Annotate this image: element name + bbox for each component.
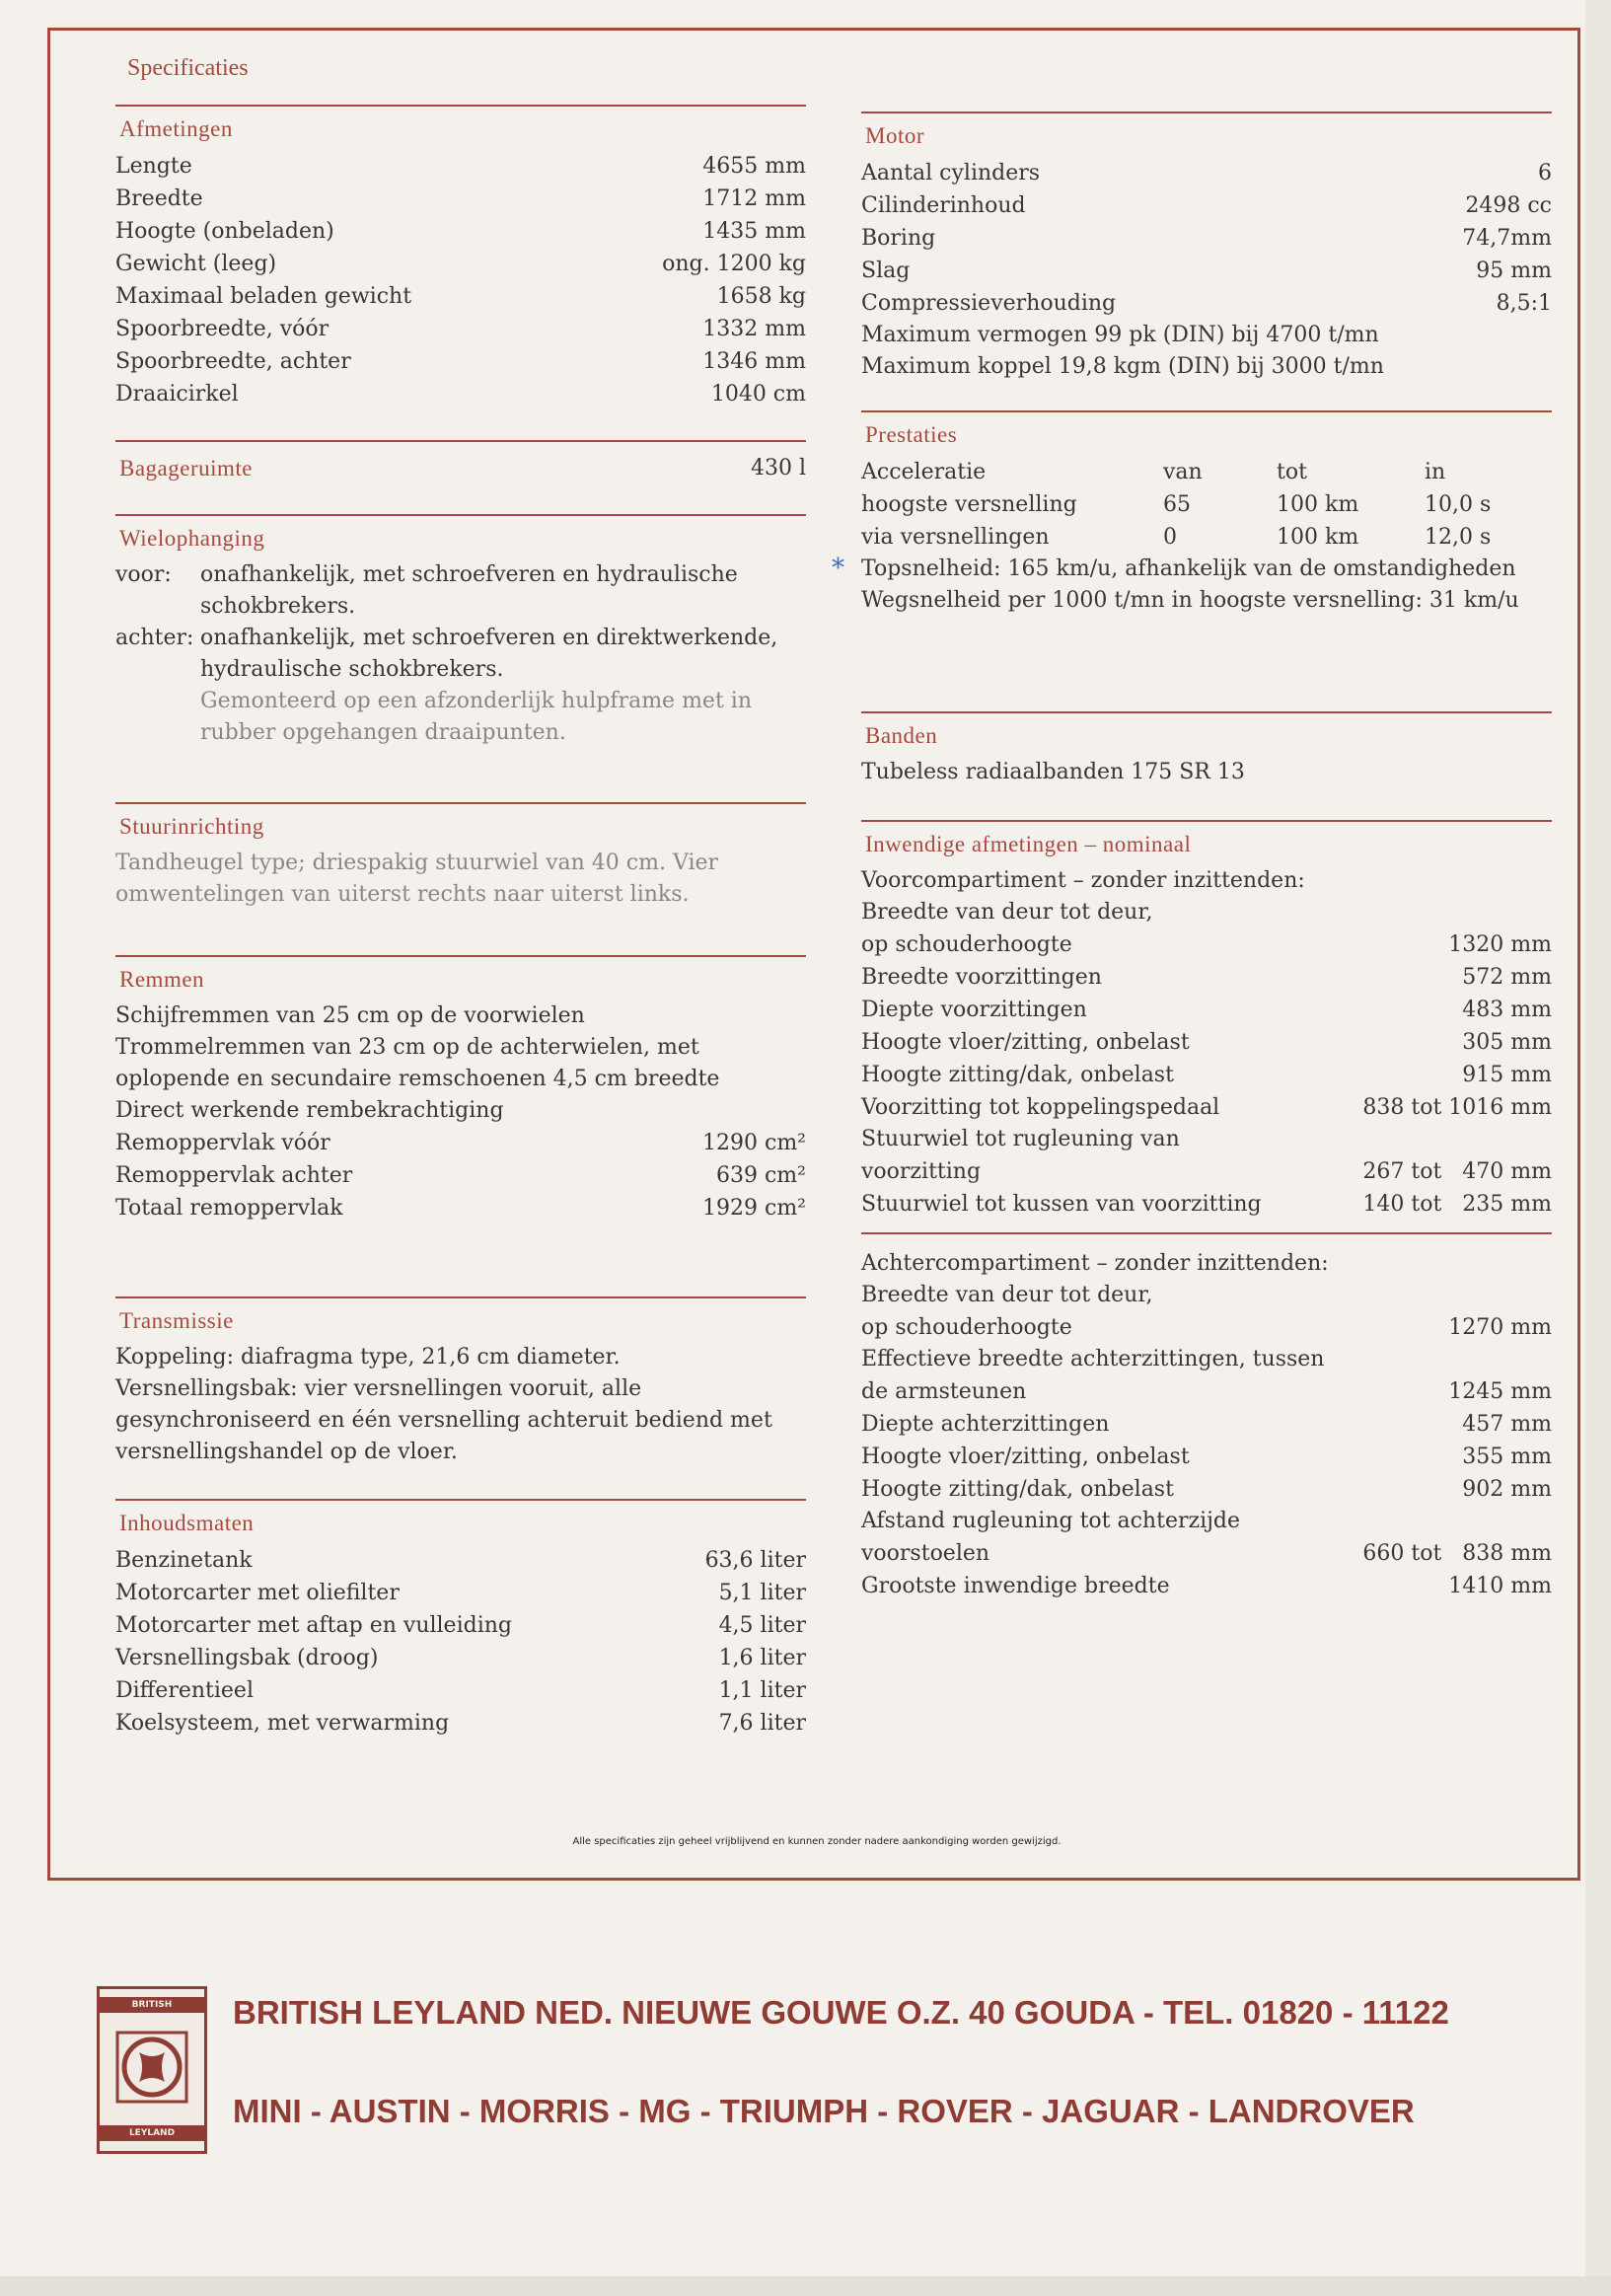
spec-row [861,189,1552,222]
section-banden [861,711,1552,788]
spec-row [115,1642,806,1674]
spec-value: 4655 mm [702,154,806,179]
spec-row [115,452,806,484]
section-bagageruimte [115,440,806,484]
spec-value: 4,5 liter [718,1613,806,1638]
divider [861,111,1552,113]
spec-row [861,1537,1552,1570]
spec-value: 74,7mm [1462,226,1552,251]
spec-row [115,1609,806,1642]
spec-label: voorstoelen [861,1541,990,1566]
spec-row [115,345,806,378]
spec-row [861,1026,1552,1059]
perf-cell: 0 [1163,525,1177,550]
section-title: Banden [865,723,938,748]
engine-power: Maximum vermogen 99 pk (DIN) bij 4700 t/mn [861,323,1379,347]
spec-label: op schouderhoogte [861,932,1072,957]
perf-row [861,521,1552,554]
spec-label: Totaal remoppervlak [115,1196,343,1221]
spec-value: 572 mm [1462,965,1552,990]
front-compartment-heading: Voorcompartiment – zonder inzittenden: [861,868,1305,893]
divider [115,1296,806,1298]
road-speed-text: Wegsnelheid per 1000 t/mn in hoogste versnelling: 31 km/u [861,588,1519,613]
spec-label: Differentieel [115,1678,254,1703]
perf-cell: via versnellingen [861,525,1050,550]
spec-row [861,1570,1552,1602]
spec-value: 639 cm² [716,1163,806,1188]
spec-frame [47,28,1580,1881]
spec-label: Remoppervlak achter [115,1163,353,1188]
interior-text: Stuurwiel tot rugleuning van [861,1127,1180,1151]
section-wielophanging [115,514,806,749]
spec-label: Cilinderinhoud [861,193,1026,218]
section-title: Wielophanging [119,526,265,551]
spec-label: op schouderhoogte [861,1315,1072,1340]
section-afmetingen [115,105,806,410]
section-title: Prestaties [865,422,958,447]
spec-value: 483 mm [1462,998,1552,1022]
dealer-address: BRITISH LEYLAND NED. NIEUWE GOUWE O.Z. 40 GOUDA - TEL. 01820 - 11122 [233,1994,1449,2031]
spec-value: 1410 mm [1448,1574,1552,1598]
spec-label: Compressieverhouding [861,291,1117,316]
spec-label: Gewicht (leeg) [115,252,277,276]
perf-cell: Acceleratie [861,460,987,484]
perf-row [861,488,1552,521]
section-title: Stuurinrichting [119,814,264,839]
spec-value: 1346 mm [702,349,806,374]
spec-label: Diepte voorzittingen [861,998,1087,1022]
interior-text: Breedte van deur tot deur, [861,900,1153,925]
spec-label: Benzinetank [115,1548,253,1573]
spec-label: Grootste inwendige breedte [861,1574,1170,1598]
section-inhoudsmaten [115,1499,806,1740]
spec-label: Spoorbreedte, achter [115,349,351,374]
spec-row [861,961,1552,994]
spec-label: Hoogte zitting/dak, onbelast [861,1477,1174,1502]
spec-label: Hoogte zitting/dak, onbelast [861,1063,1174,1087]
interior-text: Afstand rugleuning tot achterzijde [861,1509,1241,1533]
spec-label: Breedte [115,186,203,211]
spec-label: Hoogte vloer/zitting, onbelast [861,1030,1190,1055]
spec-value: 63,6 liter [704,1548,806,1573]
spec-row [115,183,806,215]
perf-cell: hoogste versnelling [861,492,1077,517]
spec-value: 1245 mm [1448,1379,1552,1404]
brakes-text: Trommelremmen van 23 cm op de achterwielen, met oplopende en secundaire remschoenen 4,5 cm breedte [115,1035,720,1091]
topspeed-text: Topsnelheid: 165 km/u, afhankelijk van de omstandigheden [861,556,1516,581]
spec-row [115,378,806,410]
spec-row [861,1375,1552,1408]
spec-row [115,215,806,248]
spec-value: 355 mm [1462,1444,1552,1469]
spec-value: 1,6 liter [718,1646,806,1670]
logo-text-bottom: LEYLAND [100,2125,204,2141]
topspeed-block [832,554,1552,585]
spec-value: 1290 cm² [702,1131,806,1155]
spec-row [861,1091,1552,1124]
spec-row [861,1059,1552,1091]
suspension-rear-extra [115,686,806,749]
spec-row [115,1159,806,1192]
spec-label: Diepte achterzittingen [861,1412,1110,1437]
spec-row [861,1441,1552,1473]
spec-label: Breedte voorzittingen [861,965,1102,990]
suspension-key: achter: [115,626,194,650]
section-remmen [115,955,806,1224]
spec-row [115,1577,806,1609]
brakes-text: Direct werkende rembekrachtiging [115,1098,504,1123]
spec-row [115,248,806,280]
spec-value: 838 tot 1016 mm [1362,1095,1552,1120]
spec-value: ong. 1200 kg [662,252,806,276]
spec-value: 140 tot 235 mm [1362,1192,1552,1217]
perf-cell: tot [1277,460,1307,484]
perf-cell: van [1163,460,1203,484]
suspension-key: voor: [115,562,172,587]
spec-label: Aantal cylinders [861,161,1041,185]
spec-value: 1320 mm [1448,932,1552,957]
section-title: Remmen [119,967,205,992]
divider [115,802,806,804]
divider [115,1499,806,1501]
spec-row [861,287,1552,320]
perf-cell: in [1425,460,1446,484]
spec-row [861,1311,1552,1344]
disclaimer-footnote: Alle specificaties zijn geheel vrijblijvend en kunnen zonder nadere aankondiging worden gewijzigd. [572,1836,1062,1847]
spec-value: 902 mm [1462,1477,1552,1502]
section-title: Motor [865,123,924,148]
spec-label: Slag [861,259,911,283]
section-title: Bagageruimte [119,456,254,481]
dealer-footer [97,1986,1537,2164]
spec-row [861,1473,1552,1506]
spec-label: Maximaal beladen gewicht [115,284,412,309]
page-edge-bottom [0,2276,1611,2296]
spec-row [861,994,1552,1026]
spec-value: 1929 cm² [702,1196,806,1221]
suspension-rear [115,623,806,686]
suspension-text: Gemonteerd op een afzonderlijk hulpframe met in rubber opgehangen draaipunten. [200,689,752,745]
section-inwendig [861,820,1552,1602]
brand-list: MINI - AUSTIN - MORRIS - MG - TRIUMPH - ROVER - JAGUAR - LANDROVER [233,2093,1415,2129]
spec-value: 1040 cm [710,382,806,407]
brakes-text: Schijfremmen van 25 cm op de voorwielen [115,1003,585,1028]
perf-cell: 12,0 s [1425,525,1492,550]
steering-text: Tandheugel type; driespakig stuurwiel van 40 cm. Vier omwentelingen van uiterst rechts naar uiterst links. [115,851,719,907]
perf-cell: 10,0 s [1425,492,1492,517]
spec-value: 1332 mm [702,317,806,341]
spec-value: 8,5:1 [1496,291,1552,316]
transmission-text: Versnellingsbak: vier versnellingen vooruit, alle gesynchroniseerd en één versnelling achteruit bediend met versnellingshandel op de vloer. [115,1376,772,1464]
section-prestaties [832,410,1552,617]
spec-label: Versnellingsbak (droog) [115,1646,379,1670]
spec-label: Koelsysteem, met verwarming [115,1711,450,1736]
spec-row [861,1155,1552,1188]
spec-value: 95 mm [1476,259,1552,283]
spec-label: Voorzitting tot koppelingspedaal [861,1095,1220,1120]
section-title: Inhoudsmaten [119,1511,255,1535]
spec-value: 1435 mm [702,219,806,244]
section-stuurinrichting [115,802,806,911]
divider [861,820,1552,822]
spec-value: 430 l [750,456,806,481]
page-edge [1585,0,1611,2296]
spec-row [861,222,1552,255]
suspension-text: onafhankelijk, met schroefveren en direktwerkende, hydraulische schokbrekers. [200,626,778,682]
spec-row [861,157,1552,189]
spec-value: 2498 cc [1465,193,1552,218]
spec-value: 915 mm [1462,1063,1552,1087]
spec-label: Motorcarter met oliefilter [115,1581,400,1605]
divider [861,410,1552,412]
section-title: Afmetingen [119,116,233,141]
spec-label: Lengte [115,154,192,179]
spec-row [115,1674,806,1707]
spec-row [861,1408,1552,1441]
spec-row [861,928,1552,961]
asterisk-mark-icon: * [832,554,844,583]
divider [861,1232,1552,1234]
spec-value: 305 mm [1462,1030,1552,1055]
page-title: Specificaties [127,55,249,81]
spec-row [115,1192,806,1224]
leyland-emblem-icon [115,2031,188,2104]
british-leyland-logo [97,1986,207,2154]
spec-row [861,1188,1552,1221]
spec-label: Hoogte (onbeladen) [115,219,334,244]
divider [115,955,806,957]
interior-text: Breedte van deur tot deur, [861,1283,1153,1307]
spec-row [115,150,806,183]
spec-value: 7,6 liter [718,1711,806,1736]
spec-label: Stuurwiel tot kussen van voorzitting [861,1192,1262,1217]
suspension-front [115,559,806,623]
perf-cell: 100 km [1277,525,1359,550]
spec-row [115,1544,806,1577]
transmission-text: Koppeling: diafragma type, 21,6 cm diameter. [115,1345,621,1370]
spec-value: 6 [1538,161,1552,185]
interior-text: Effectieve breedte achterzittingen, tussen [861,1347,1325,1371]
spec-label: de armsteunen [861,1379,1027,1404]
divider [115,105,806,107]
spec-row [115,313,806,345]
divider [115,514,806,516]
spec-value: 267 tot 470 mm [1362,1159,1552,1184]
perf-cell: 65 [1163,492,1191,517]
section-transmissie [115,1296,806,1468]
spec-label: Boring [861,226,936,251]
spec-label: Remoppervlak vóór [115,1131,330,1155]
spec-value: 1712 mm [702,186,806,211]
tyres-text: Tubeless radiaalbanden 175 SR 13 [861,760,1245,784]
spec-label: voorzitting [861,1159,982,1184]
spec-value: 1270 mm [1448,1315,1552,1340]
section-title: Inwendige afmetingen – nominaal [865,832,1192,856]
spec-label: Spoorbreedte, vóór [115,317,330,341]
spec-row [115,1127,806,1159]
divider [115,440,806,442]
spec-value: 1,1 liter [718,1678,806,1703]
spec-row [115,1707,806,1740]
perf-cell: 100 km [1277,492,1359,517]
spec-row [861,255,1552,287]
spec-value: 1658 kg [716,284,806,309]
section-title: Transmissie [119,1308,234,1333]
spec-value: 457 mm [1462,1412,1552,1437]
spec-label: Draaicirkel [115,382,239,407]
spec-value: 660 tot 838 mm [1362,1541,1552,1566]
perf-header [861,456,1552,488]
spec-value: 5,1 liter [718,1581,806,1605]
spec-label: Motorcarter met aftap en vulleiding [115,1613,512,1638]
spec-label: Hoogte vloer/zitting, onbelast [861,1444,1190,1469]
rear-compartment-heading: Achtercompartiment – zonder inzittenden: [861,1251,1329,1276]
suspension-text: onafhankelijk, met schroefveren en hydraulische schokbrekers. [200,562,738,619]
divider [861,711,1552,713]
engine-torque: Maximum koppel 19,8 kgm (DIN) bij 3000 t/mn [861,354,1384,379]
section-motor [861,111,1552,383]
spec-row [115,280,806,313]
logo-text-top: BRITISH [100,1997,204,2013]
